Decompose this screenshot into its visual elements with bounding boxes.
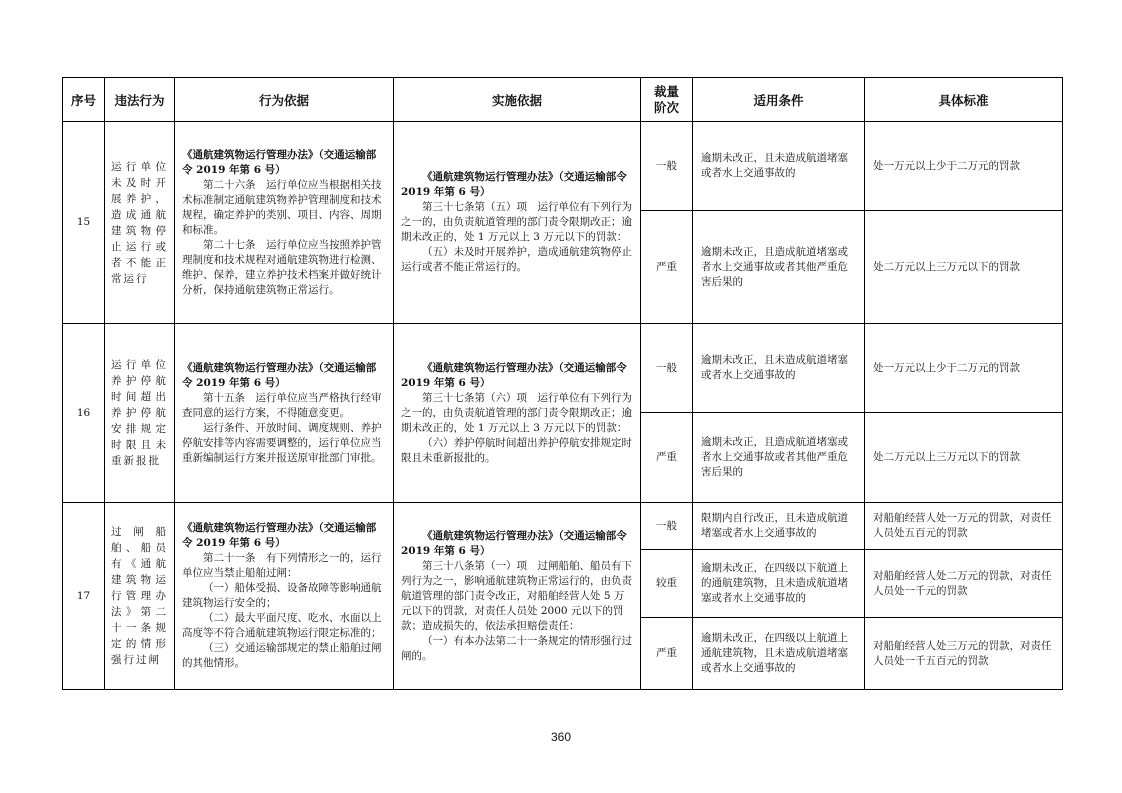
discretion-level: 一般 xyxy=(641,324,693,413)
discretion-level: 一般 xyxy=(641,122,693,211)
penalty-standard: 对船舶经营人处二万元的罚款，对责任人员处一千元的罚款 xyxy=(865,550,1063,618)
implementation-basis xyxy=(394,503,641,690)
penalty-standard: 处二万元以上三万元以下的罚款 xyxy=(865,413,1063,503)
applicable-condition: 逾期未改正，在四级以上航道上通航建筑物，且未造成航道堵塞或者水上交通事故的 xyxy=(693,618,865,690)
impl-law-title: 《通航建筑物运行管理办法》（交通运输部令 2019 年第 6 号） xyxy=(401,361,627,389)
page-number: 360 xyxy=(550,730,572,744)
penalty-standard: 处一万元以上少于二万元的罚款 xyxy=(865,324,1063,413)
discretion-level: 严重 xyxy=(641,618,693,690)
header-row xyxy=(63,78,1063,122)
legal-basis xyxy=(175,503,394,690)
penalty-standard: 对船舶经营人处一万元的罚款，对责任人员处五百元的罚款 xyxy=(865,503,1063,550)
legal-basis xyxy=(175,122,394,324)
penalty-standard: 对船舶经营人处三万元的罚款，对责任人员处一千五百元的罚款 xyxy=(865,618,1063,690)
row-number: 16 xyxy=(63,324,105,503)
impl-law-title: 《通航建筑物运行管理办法》（交通运输部令 2019 年第 6 号） xyxy=(401,529,627,557)
table-row xyxy=(63,324,1063,413)
basis-paragraph: （一）船体受损、设备故障等影响通航建筑物运行安全的； xyxy=(182,582,382,609)
header-basis: 行为依据 xyxy=(175,78,394,122)
impl-paragraph: 第三十八条第（一）项 过闸船舶、船员有下列行为之一，影响通航建筑物正常运行的，由负责航道管理的部门责令改正，对船舶经营人处 5 万元以下的罚款，对责任人员处 2000 元以下的罚款；造成损失的，依法承担赔偿责任： xyxy=(401,559,632,632)
impl-paragraph: 第三十七条第（六）项 运行单位有下列行为之一的，由负责航道管理的部门责令限期改正；逾期未改正的，处 1 万元以上 3 万元以下的罚款： xyxy=(401,391,632,434)
impl-paragraph: 第三十七条第（五）项 运行单位有下列行为之一的，由负责航道管理的部门责令限期改正；逾期未改正的，处 1 万元以上 3 万元以下的罚款： xyxy=(401,201,632,243)
violation-act: 运行单位未及时开展养护，造成通航建筑物停止运行或者不能正常运行 xyxy=(105,122,175,324)
discretion-level: 严重 xyxy=(641,211,693,324)
discretion-level: 一般 xyxy=(641,503,693,550)
table-row xyxy=(63,503,1063,550)
discretion-level: 严重 xyxy=(641,413,693,503)
applicable-condition: 逾期未改正，且造成航道堵塞或者水上交通事故或者其他严重危害后果的 xyxy=(693,413,865,503)
header-condition: 适用条件 xyxy=(693,78,865,122)
implementation-basis xyxy=(394,122,641,324)
applicable-condition: 限期内自行改正，且未造成航道堵塞或者水上交通事故的 xyxy=(693,503,865,550)
penalty-standard: 处一万元以上少于二万元的罚款 xyxy=(865,122,1063,211)
violation-act: 过闸船舶、船员有《通航建筑物运行管理办法》第二十一条规定的情形强行过闸 xyxy=(105,503,175,690)
applicable-condition: 逾期未改正，在四级以下航道上的通航建筑物，且未造成航道堵塞或者水上交通事故的 xyxy=(693,550,865,618)
header-standard: 具体标准 xyxy=(865,78,1063,122)
impl-paragraph: （五）未及时开展养护，造成通航建筑物停止运行或者不能正常运行的。 xyxy=(401,246,632,273)
table-row xyxy=(63,122,1063,211)
basis-law-title: 《通航建筑物运行管理办法》（交通运输部令 2019 年第 6 号） xyxy=(182,522,377,549)
impl-paragraph: （六）养护停航时间超出养护停航安排规定时限且未重新报批的。 xyxy=(401,436,632,464)
basis-paragraph: 第二十六条 运行单位应当根据相关技术标准制定通航建筑物养护管理制度和技术规程，确定养护的类别、项目、内容、周期和标准。 xyxy=(182,178,382,236)
basis-paragraph: 第十五条 运行单位应当严格执行经审查同意的运行方案，不得随意变更。 xyxy=(182,391,382,419)
basis-law-title: 《通航建筑物运行管理办法》（交通运输部令 2019 年第 6 号） xyxy=(182,361,377,389)
header-no: 序号 xyxy=(63,78,105,122)
penalty-table xyxy=(62,77,1063,690)
legal-basis xyxy=(175,324,394,503)
basis-paragraph: 运行条件、开放时间、调度规则、养护停航安排等内容需要调整的，运行单位应当重新编制运行方案并报送原审批部门审批。 xyxy=(182,421,382,464)
impl-law-title: 《通航建筑物运行管理办法》（交通运输部令 2019 年第 6 号） xyxy=(401,171,627,198)
header-level: 裁量 阶次 xyxy=(641,78,693,122)
basis-paragraph: 第二十七条 运行单位应当按照养护管理制度和技术规程对通航建筑物进行检测、维护、保养，建立养护技术档案并做好统计分析，保持通航建筑物正常运行。 xyxy=(182,238,382,296)
impl-paragraph: （一）有本办法第二十一条规定的情形强行过闸的。 xyxy=(401,634,632,662)
basis-paragraph: （二）最大平面尺度、吃水、水面以上高度等不符合通航建筑物运行限定标准的； xyxy=(182,612,382,639)
violation-act: 运行单位养护停航时间超出养护停航安排规定时限且未重新报批 xyxy=(105,324,175,503)
applicable-condition: 逾期未改正，且造成航道堵塞或者水上交通事故或者其他严重危害后果的 xyxy=(693,211,865,324)
header-act: 违法行为 xyxy=(105,78,175,122)
basis-paragraph: （三）交通运输部规定的禁止船舶过闸的其他情形。 xyxy=(182,642,382,669)
applicable-condition: 逾期未改正，且未造成航道堵塞或者水上交通事故的 xyxy=(693,324,865,413)
applicable-condition: 逾期未改正，且未造成航道堵塞或者水上交通事故的 xyxy=(693,122,865,211)
basis-paragraph: 第二十一条 有下列情形之一的，运行单位应当禁止船舶过闸： xyxy=(182,552,382,579)
row-number: 17 xyxy=(63,503,105,690)
basis-law-title: 《通航建筑物运行管理办法》（交通运输部令 2019 年第 6 号） xyxy=(182,148,377,176)
penalty-standard: 处二万元以上三万元以下的罚款 xyxy=(865,211,1063,324)
implementation-basis xyxy=(394,324,641,503)
row-number: 15 xyxy=(63,122,105,324)
discretion-level: 较重 xyxy=(641,550,693,618)
header-implementation: 实施依据 xyxy=(394,78,641,122)
